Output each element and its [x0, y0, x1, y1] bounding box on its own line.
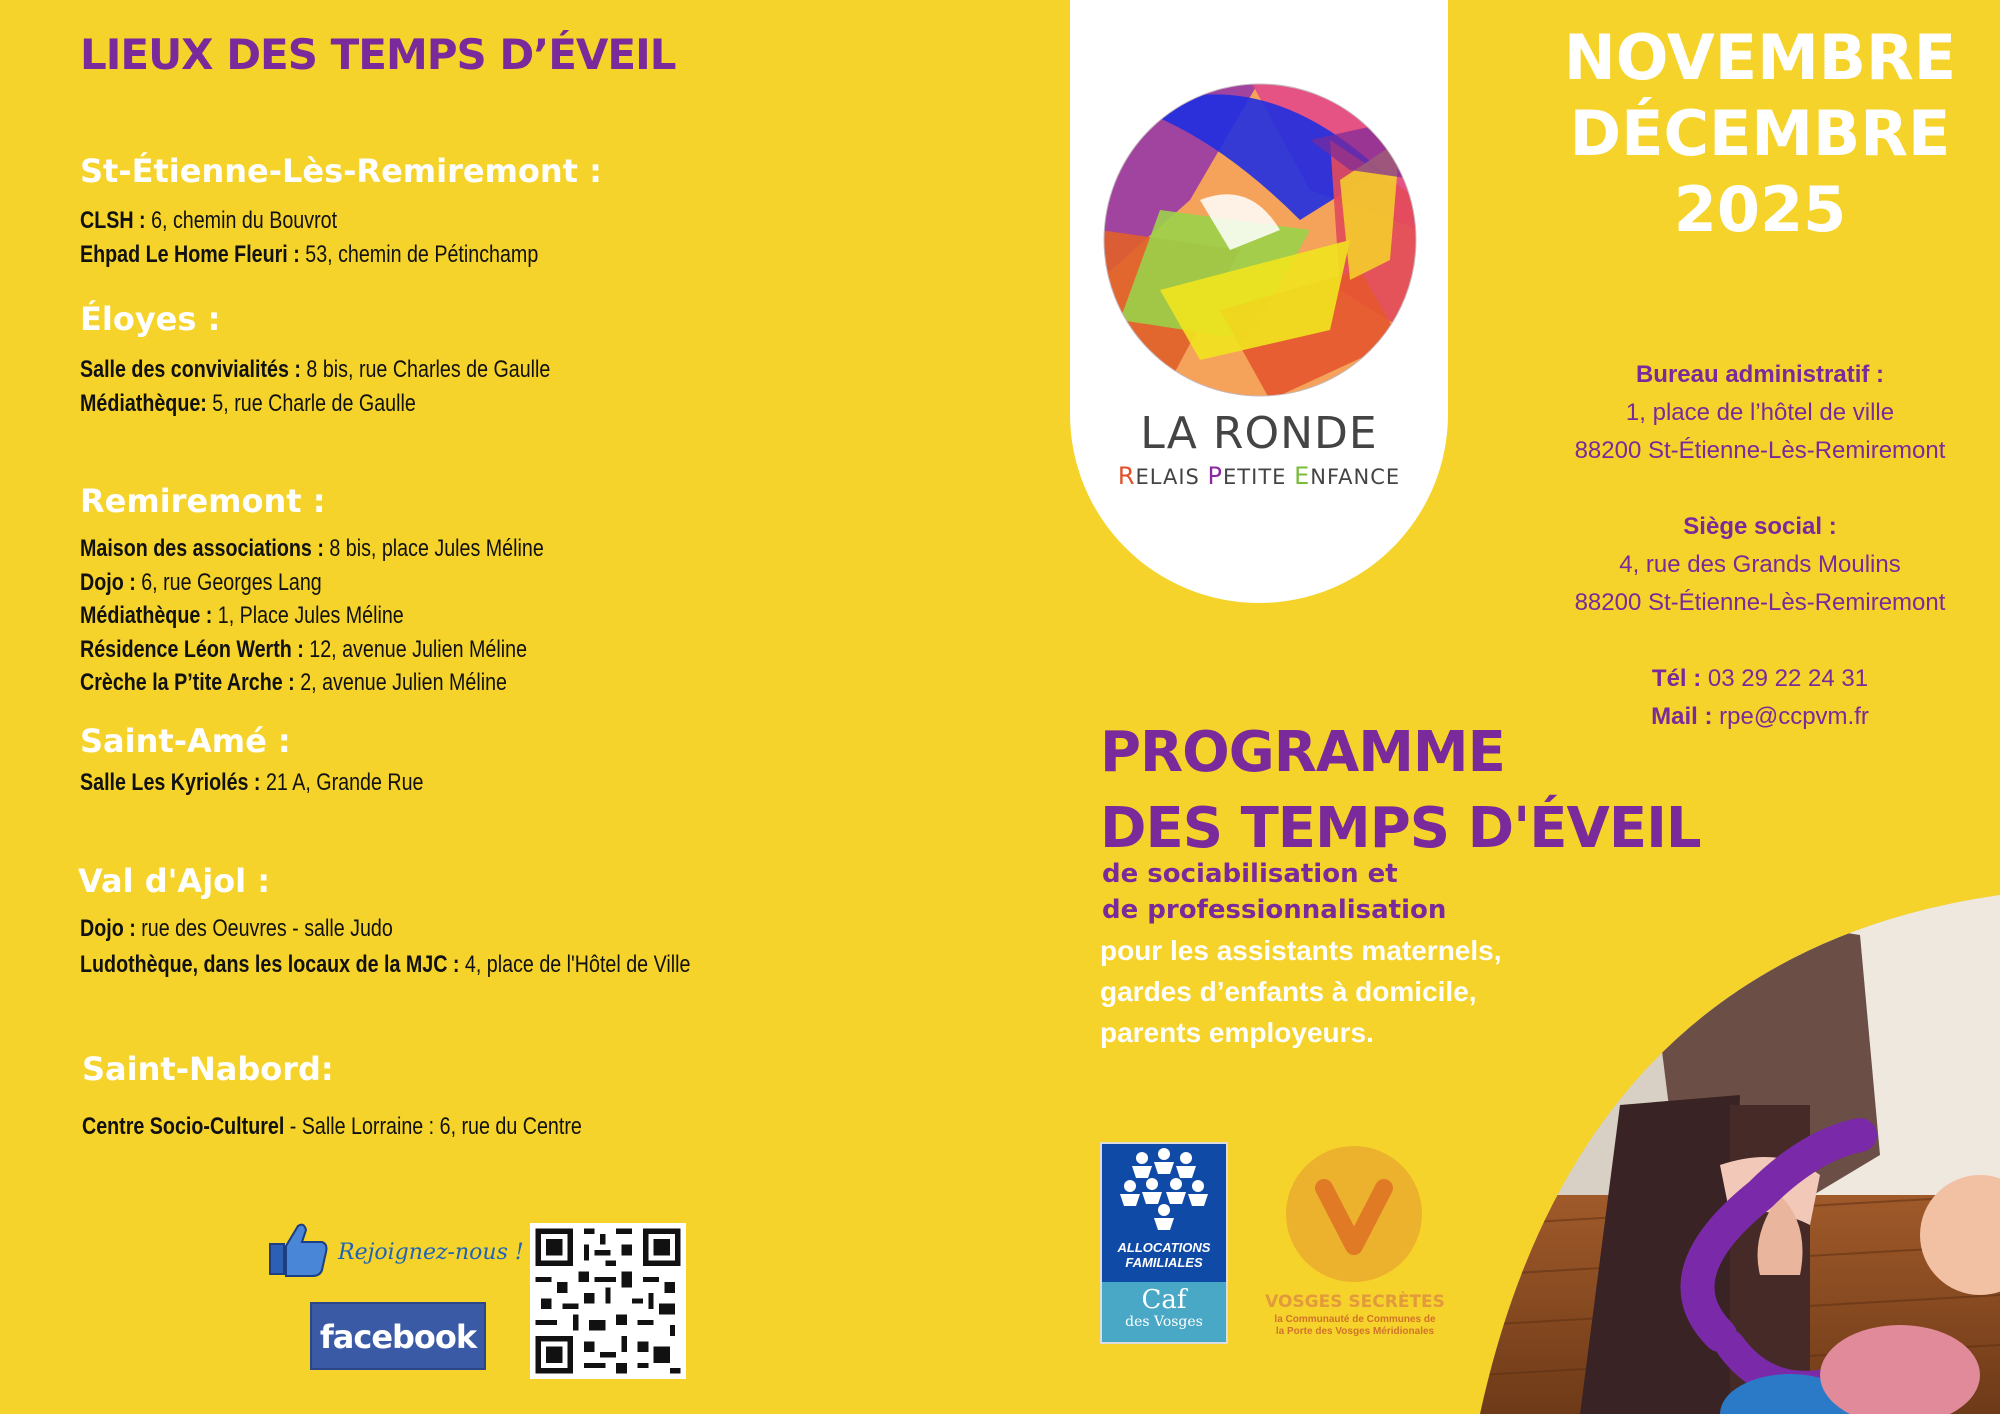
venue-line: [80, 566, 544, 600]
logo-sub-word: ETITE: [1223, 465, 1295, 489]
programme-title: [1100, 715, 1701, 867]
caf-logo-bottom: [1102, 1282, 1226, 1342]
siege-block: [1520, 508, 2000, 622]
bureau-line: 88200 St-Étienne-Lès-Remiremont: [1574, 437, 1946, 464]
audience-line: parents employeurs.: [1100, 1017, 1374, 1048]
venue-address: 8 bis, place Jules Méline: [323, 535, 544, 562]
caf-name: Caf: [1141, 1285, 1187, 1315]
town-heading: Saint-Amé :: [80, 722, 291, 760]
venue-line: [80, 353, 550, 387]
programme-audience: [1100, 930, 1502, 1053]
phone-line: [1520, 660, 2000, 698]
venue-label: Salle des convivialités :: [80, 356, 301, 383]
facebook-button[interactable]: facebook: [310, 1302, 486, 1370]
siege-line: 88200 St-Étienne-Lès-Remiremont: [1574, 589, 1946, 616]
programme-subtitle: [1102, 856, 1446, 928]
venue-label: Maison des associations :: [80, 535, 324, 562]
venue-label: Dojo :: [80, 915, 136, 942]
siege-label: Siège social :: [1683, 513, 1837, 540]
logo-subtitle: [1070, 462, 1448, 490]
caf-logo: [1100, 1142, 1228, 1344]
thumbs-up-icon: [268, 1220, 330, 1278]
town-heading: Éloyes :: [80, 300, 221, 338]
logo-name: LA RONDE: [1140, 408, 1378, 459]
date-month-2: DÉCEMBRE: [1569, 97, 1951, 170]
venue-line: [80, 387, 550, 421]
venue-address: 6, rue Georges Lang: [135, 568, 322, 596]
venue-line: [80, 911, 690, 947]
venue-label: CLSH :: [80, 207, 146, 234]
programme-title-line: DES TEMPS D'ÉVEIL: [1100, 796, 1701, 861]
venue-address: 2, avenue Julien Méline: [294, 669, 507, 696]
left-title: LIEUX DES TEMPS D’ÉVEIL: [80, 30, 676, 79]
phone-label: Tél :: [1651, 665, 1702, 692]
town-heading: Val d'Ajol :: [78, 862, 271, 900]
caf-tagline-line: ALLOCATIONS: [1117, 1240, 1211, 1255]
venue-label: Crèche la P’tite Arche :: [80, 669, 295, 696]
venue-line: [82, 1110, 582, 1144]
venue-line: [80, 666, 544, 700]
logo-sub-initial: R: [1117, 462, 1136, 490]
venue-address: - Salle Lorraine : 6, rue du Centre: [284, 1113, 582, 1140]
date-year: 2025: [1673, 173, 1847, 246]
venue-label: Médiathèque :: [80, 602, 213, 629]
programme-subtitle-line: de sociabilisation et: [1102, 859, 1398, 889]
date-heading: [1520, 20, 2000, 248]
siege-line: 4, rue des Grands Moulins: [1619, 551, 1901, 578]
vosges-secretes-logo-icon: [1284, 1144, 1424, 1284]
audience-line: gardes d’enfants à domicile,: [1100, 976, 1477, 1007]
bureau-label: Bureau administratif :: [1635, 361, 1885, 388]
venue-address: 53, chemin de Pétinchamp: [299, 240, 539, 268]
bureau-line: 1, place de l’hôtel de ville: [1625, 399, 1895, 426]
town-entries: [80, 204, 639, 271]
programme-title-line: PROGRAMME: [1100, 720, 1505, 785]
la-ronde-logo-icon: [1100, 80, 1420, 400]
caf-subname: des Vosges: [1125, 1314, 1203, 1330]
venue-address: 8 bis, rue Charles de Gaulle: [300, 356, 551, 383]
join-us-text: Rejoignez-nous !: [338, 1240, 524, 1265]
logo-sub-initial: E: [1294, 462, 1311, 490]
qr-code[interactable]: [530, 1223, 686, 1379]
venue-line: [80, 599, 544, 633]
town-heading: St-Étienne-Lès-Remiremont :: [80, 152, 602, 190]
venue-label: Centre Socio-Culturel: [82, 1113, 285, 1140]
venue-line: [80, 766, 424, 800]
logo-sub-word: ELAIS: [1135, 465, 1208, 489]
venue-address: 1, Place Jules Méline: [212, 602, 404, 629]
town-entries: [80, 532, 646, 700]
town-entries: [80, 353, 654, 420]
venue-label: Ludothèque, dans les locaux de la MJC :: [80, 951, 460, 978]
venue-label: Ehpad Le Home Fleuri :: [80, 240, 300, 268]
venue-label: Résidence Léon Werth :: [80, 635, 304, 663]
venue-address: 12, avenue Julien Méline: [303, 635, 528, 663]
mail-label: Mail :: [1651, 703, 1713, 730]
town-entries: [80, 766, 499, 800]
programme-subtitle-line: de professionnalisation: [1102, 895, 1447, 925]
logo-sub-initial: P: [1207, 462, 1224, 490]
vosges-secretes-subtitle: [1250, 1314, 1460, 1338]
child-photo: [1480, 895, 2000, 1414]
vosges-subtitle-line: la Porte des Vosges Méridionales: [1275, 1326, 1435, 1337]
logo-sub-word: NFANCE: [1310, 465, 1401, 489]
audience-line: pour les assistants maternels,: [1100, 935, 1502, 966]
venue-label: Dojo :: [80, 568, 136, 596]
venue-line: [80, 633, 544, 667]
venue-label: Médiathèque:: [80, 389, 207, 417]
venue-line: [80, 532, 544, 566]
mail-address[interactable]: rpe@ccpvm.fr: [1712, 703, 1869, 730]
venue-label: Salle Les Kyriolés :: [80, 769, 261, 796]
venue-address: 21 A, Grande Rue: [260, 769, 424, 796]
phone-number[interactable]: 03 29 22 24 31: [1701, 665, 1869, 692]
caf-tagline-line: FAMILIALES: [1125, 1255, 1203, 1270]
venue-line: [80, 238, 538, 272]
vosges-subtitle-line: la Communauté de Communes de: [1274, 1314, 1436, 1325]
venue-address: 6, chemin du Bouvrot: [145, 207, 338, 234]
venue-address: rue des Oeuvres - salle Judo: [135, 915, 393, 942]
town-heading: Remiremont :: [80, 482, 326, 520]
bureau-block: [1520, 356, 2000, 470]
town-heading: Saint-Nabord:: [82, 1050, 334, 1088]
caf-people-icon: [1102, 1144, 1226, 1240]
town-entries: [82, 1110, 692, 1144]
date-month-1: NOVEMBRE: [1563, 21, 1957, 94]
venue-line: [80, 947, 690, 983]
venue-line: [80, 204, 538, 238]
caf-tagline: [1102, 1240, 1226, 1270]
venue-address: 5, rue Charle de Gaulle: [206, 389, 416, 417]
venue-address: 4, place de l'Hôtel de Ville: [459, 951, 691, 978]
caf-logo-top: [1102, 1144, 1226, 1282]
town-entries: [80, 911, 824, 983]
vosges-secretes-name: VOSGES SECRÈTES: [1265, 1292, 1445, 1312]
